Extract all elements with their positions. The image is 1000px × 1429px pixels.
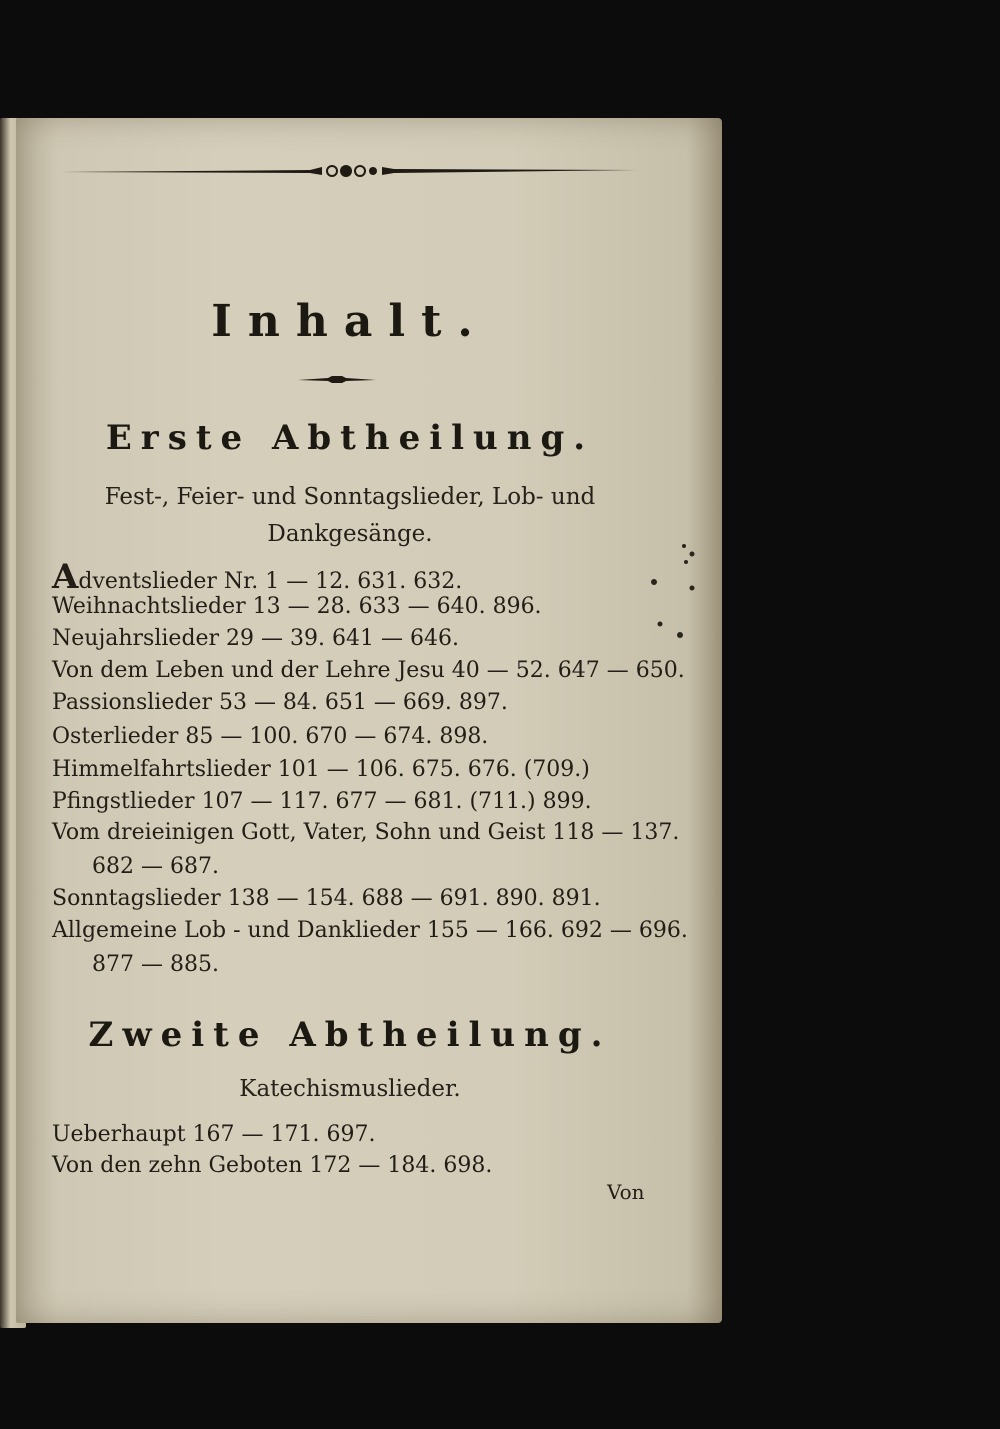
ink-specks xyxy=(640,540,710,640)
list-item: Adventslieder Nr. 1 — 12. 631. 632. xyxy=(52,557,463,597)
part2-subtitle: Katechismuslieder. xyxy=(239,1076,461,1102)
list-item: Passionslieder 53 — 84. 651 — 669. 897. xyxy=(52,690,508,715)
list-item: Neujahrslieder 29 — 39. 641 — 646. xyxy=(52,626,459,651)
part1-subtitle-line1: Fest-, Feier- und Sonntagslieder, Lob- und xyxy=(104,484,596,510)
part1-heading: Erste Abtheilung. xyxy=(105,418,595,458)
list-item: Sonntagslieder 138 — 154. 688 — 691. 890. 891. xyxy=(52,886,601,911)
list-item: Pfingstlieder 107 — 117. 677 — 681. (711.) 899. xyxy=(52,789,592,814)
list-item: Vom dreieinigen Gott, Vater, Sohn und Geist 118 — 137. xyxy=(52,820,680,845)
dropcap: A xyxy=(52,557,79,597)
list-item: Von den zehn Geboten 172 — 184. 698. xyxy=(52,1153,493,1178)
list-item: Himmelfahrtslieder 101 — 106. 675. 676. (709.) xyxy=(52,757,590,782)
part2-heading: Zweite Abtheilung. xyxy=(88,1015,612,1055)
list-item: Allgemeine Lob - und Danklieder 155 — 166. 692 — 696. xyxy=(52,918,688,943)
part1-subtitle-line2: Dankgesänge. xyxy=(267,521,433,547)
list-item: Osterlieder 85 — 100. 670 — 674. 898. xyxy=(52,724,489,749)
list-item: Von dem Leben und der Lehre Jesu 40 — 52. 647 — 650. xyxy=(52,658,685,683)
top-ornament xyxy=(60,162,640,180)
list-item-continuation: 682 — 687. xyxy=(92,854,219,879)
list-item: Ueberhaupt 167 — 171. 697. xyxy=(52,1122,376,1147)
title-ornament xyxy=(298,374,376,384)
catchword: Von xyxy=(607,1180,645,1204)
list-item: Weihnachtslieder 13 — 28. 633 — 640. 896. xyxy=(52,594,542,619)
page-title: Inhalt. xyxy=(211,296,489,347)
list-item-continuation: 877 — 885. xyxy=(92,952,219,977)
